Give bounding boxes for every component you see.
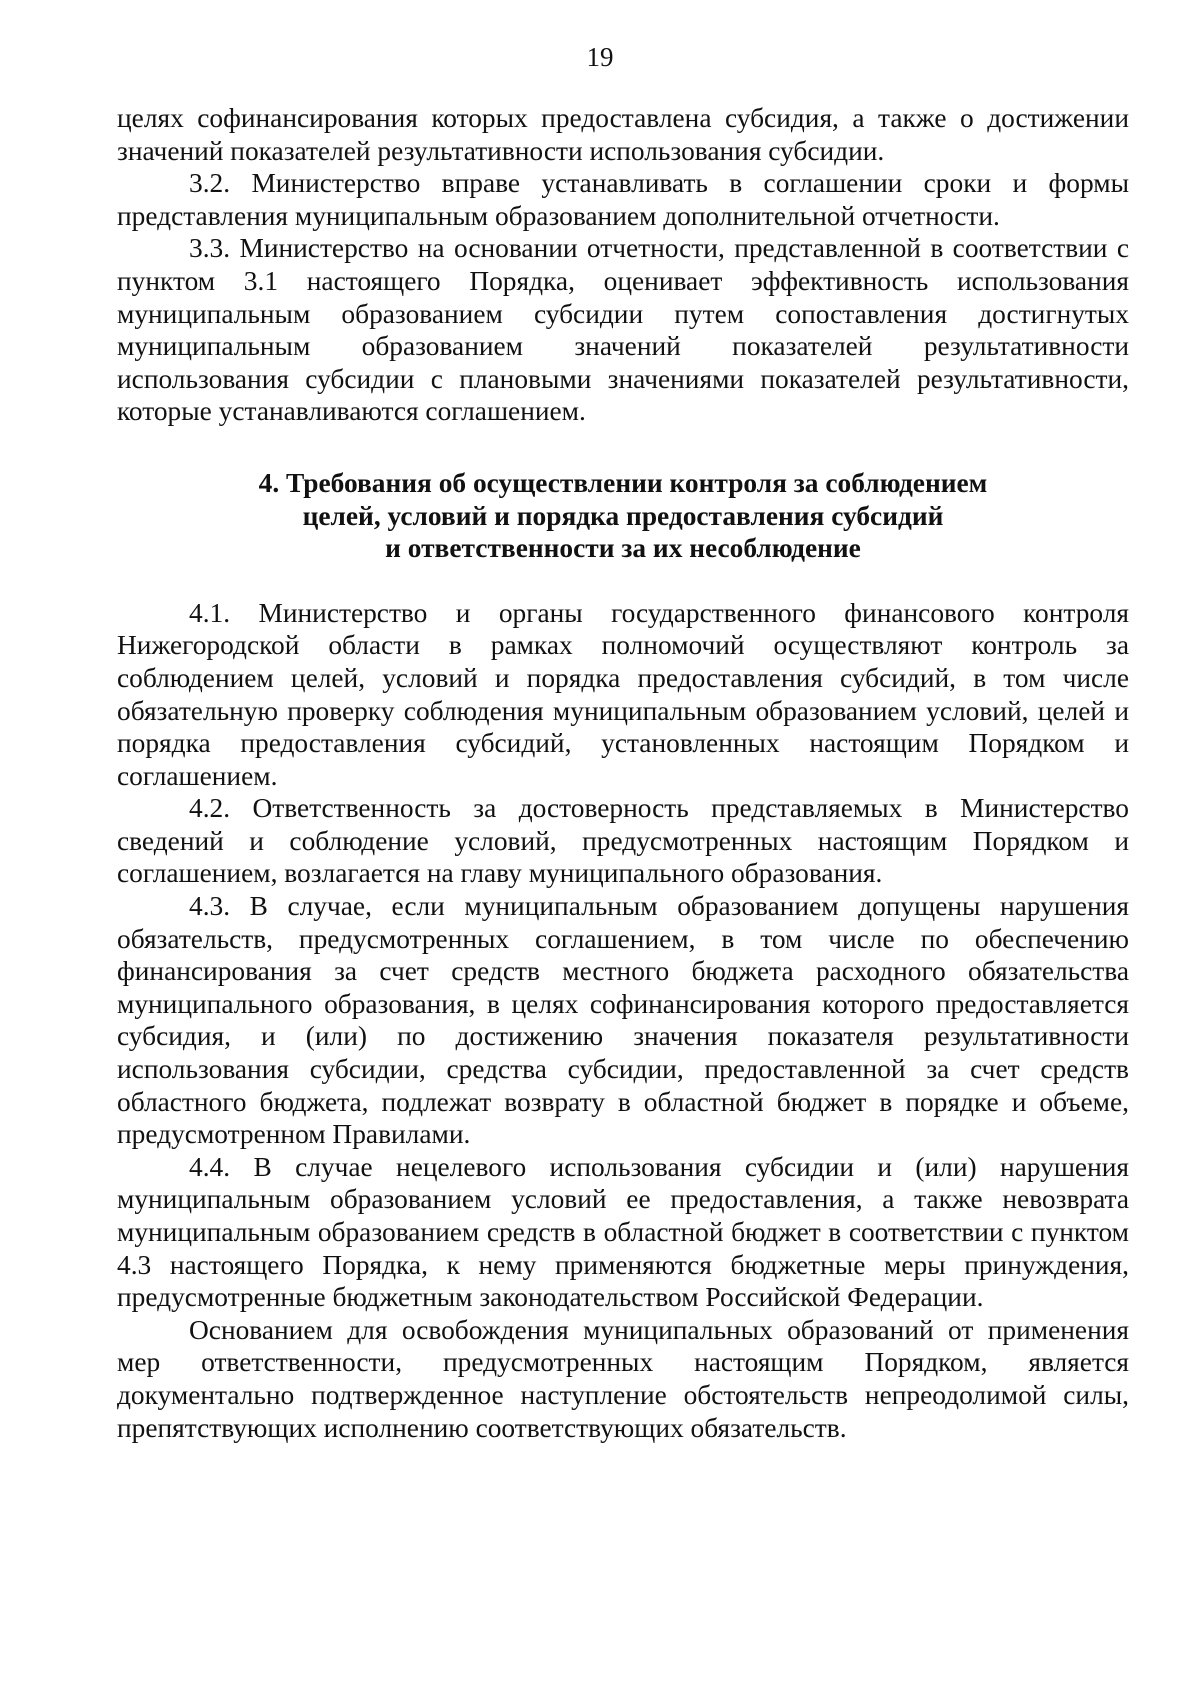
- paragraph-4-1: 4.1. Министерство и органы государственного финансового контроля Нижегородской области в рамках полномочий осуществляют контроль за соблюдением целей, условий и порядка предоставления субсидий, в том числе обязательную проверку соблюдения муниципальным образованием условий, целей и порядка предоставления субсидий, установленных настоящим Порядком и соглашением.: [117, 597, 1129, 791]
- paragraph-3-3: 3.3. Министерство на основании отчетности, представленной в соответствии с пунктом 3.1 настоящего Порядка, оценивает эффективность использования муниципальным образованием субсидии путем сопоставления достигнутых муниципальным образованием значений показателей результативности использования субсидии с плановыми значениями показателей результативности, которые устанавливаются соглашением.: [117, 233, 1129, 427]
- paragraph-3-2: 3.2. Министерство вправе устанавливать в соглашении сроки и формы представления муниципальным образованием дополнительной отчетности.: [117, 168, 1129, 231]
- paragraph-3-1-continuation: целях софинансирования которых предоставлена субсидия, а также о достижении значений показателей результативности использования субсидии.: [117, 103, 1129, 166]
- paragraph-force-majeure: Основанием для освобождения муниципальных образований от применения мер ответственности, предусмотренных настоящим Порядком, является документально подтвержденное наступление обстоятельств непреодолимой силы, препятствующих исполнению соответствующих обязательств.: [117, 1314, 1129, 1443]
- section-4-heading-line-2: целей, условий и порядка предоставления субсидий: [302, 500, 944, 531]
- paragraph-4-4: 4.4. В случае нецелевого использования субсидии и (или) нарушения муниципальным образованием условий ее предоставления, а также невозврата муниципальным образованием средств в областной бюджет в соответствии с пунктом 4.3 настоящего Порядка, к нему применяются бюджетные меры принуждения, предусмотренные бюджетным законодательством Российской Федерации.: [117, 1151, 1129, 1313]
- section-4-heading-line-3: и ответственности за их несоблюдение: [385, 533, 861, 564]
- page-number: 19: [586, 42, 614, 72]
- document-body: [117, 102, 1129, 1444]
- section-4-heading: [117, 467, 1129, 565]
- section-4-heading-line-1: 4. Требования об осуществлении контроля за соблюдением: [258, 467, 988, 498]
- paragraph-4-2: 4.2. Ответственность за достоверность представляемых в Министерство сведений и соблюдение условий, предусмотренных настоящим Порядком и соглашением, возлагается на главу муниципального образования.: [117, 793, 1129, 889]
- paragraph-4-3: 4.3. В случае, если муниципальным образованием допущены нарушения обязательств, предусмотренных соглашением, в том числе по обеспечению финансирования за счет средств местного бюджета расходного обязательства муниципального образования, в целях софинансирования которого предоставляется субсидия, и (или) по достижению значения показателя результативности использования субсидии, средства субсидии, предоставленной за счет средств областного бюджета, подлежат возврату в областной бюджет в порядке и объеме, предусмотренном Правилами.: [117, 891, 1129, 1150]
